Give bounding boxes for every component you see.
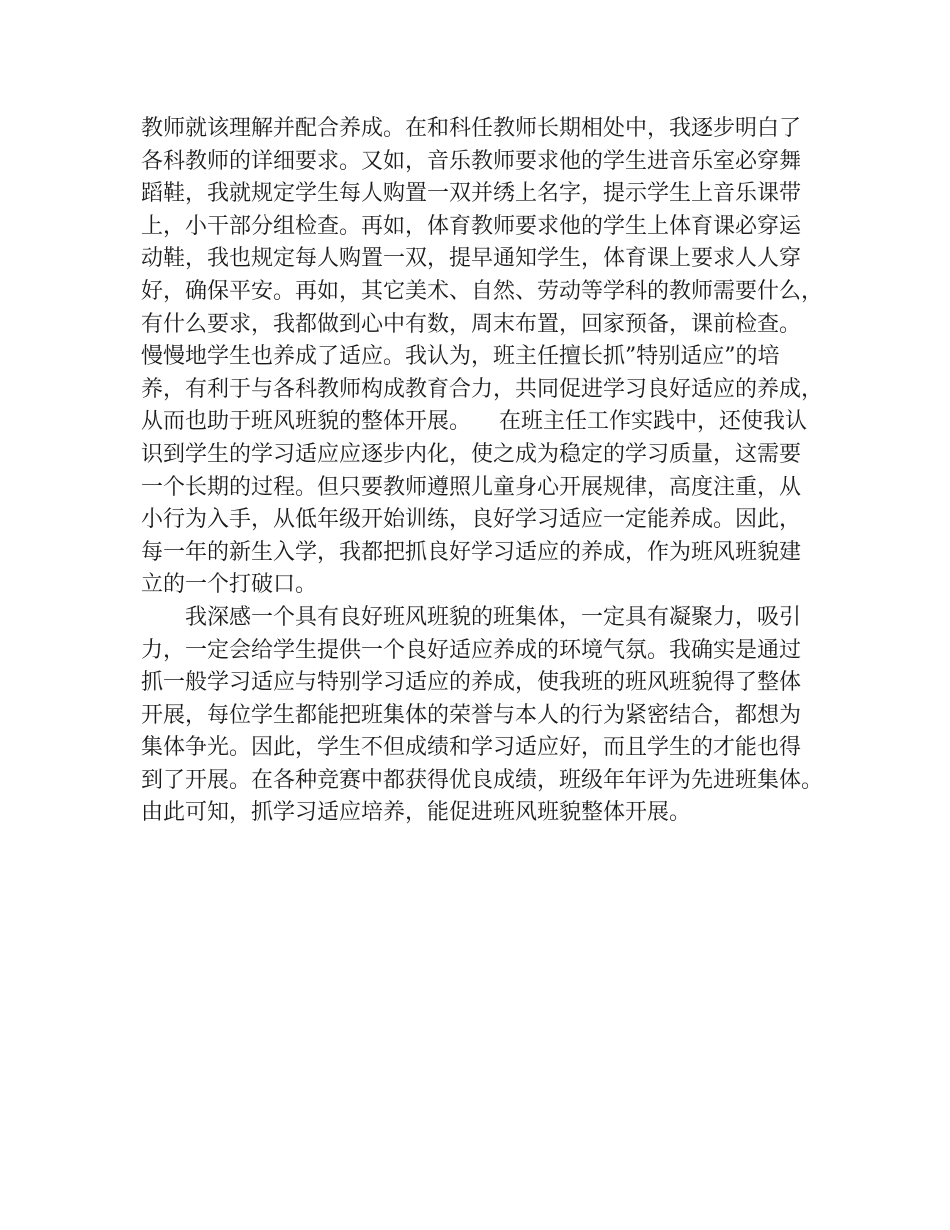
text-line: 有什么要求，我都做到心中有数，周末布置，回家预备，课前检查。 <box>141 311 802 337</box>
text-line: 力，一定会给学生提供一个良好适应养成的环境气氛。我确实是通过 <box>141 637 802 663</box>
text-line: 慢慢地学生也养成了适应。我认为，班主任擅长抓”特别适应”的培 <box>141 344 780 370</box>
body-text <box>141 113 831 830</box>
text-line: 养，有利于与各科教师构成教育合力，共同促进学习良好适应的养成， <box>141 376 824 402</box>
text-line: 动鞋，我也规定每人购置一双，提早通知学生，体育课上要求人人穿 <box>141 246 802 272</box>
text-line: 由此可知，抓学习适应培养，能促进班风班貌整体开展。 <box>141 800 692 826</box>
text-line: 我深感一个具有良好班风班貌的班集体，一定具有凝聚力，吸引 <box>185 604 802 630</box>
text-line: 集体争光。因此，学生不但成绩和学习适应好，而且学生的才能也得 <box>141 735 802 761</box>
text-line: 每一年的新生入学，我都把抓良好学习适应的养成，作为班风班貌建 <box>141 539 802 565</box>
text-line: 开展，每位学生都能把班集体的荣誉与本人的行为紧密结合，都想为 <box>141 702 802 728</box>
text-line: 上，小干部分组检查。再如，体育教师要求他的学生上体育课必穿运 <box>141 213 802 239</box>
text-line: 从而也助于班风班貌的整体开展。 在班主任工作实践中，还使我认 <box>141 409 807 435</box>
text-line: 小行为入手，从低年级开始训练，良好学习适应一定能养成。因此， <box>141 507 802 533</box>
text-line: 一个长期的过程。但只要教师遵照儿童身心开展规律，高度注重，从 <box>141 474 802 500</box>
text-line: 抓一般学习适应与特别学习适应的养成，使我班的班风班貌得了整体 <box>141 670 802 696</box>
paragraph-2 <box>141 602 831 830</box>
text-line: 识到学生的学习适应应逐步内化，使之成为稳定的学习质量，这需要 <box>141 441 802 467</box>
text-line: 各科教师的详细要求。又如，音乐教师要求他的学生进音乐室必穿舞 <box>141 148 802 174</box>
paragraph-1 <box>141 113 831 602</box>
text-line: 教师就该理解并配合养成。在和科任教师长期相处中，我逐步明白了 <box>141 116 802 141</box>
text-line: 到了开展。在各种竞赛中都获得优良成绩，班级年年评为先进班集体。 <box>141 767 824 793</box>
text-line: 好，确保平安。再如，其它美术、自然、劳动等学科的教师需要什么， <box>141 278 824 304</box>
text-line: 蹈鞋，我就规定学生每人购置一双并绣上名字，提示学生上音乐课带 <box>141 181 802 207</box>
text-line: 立的一个打破口。 <box>141 572 318 598</box>
